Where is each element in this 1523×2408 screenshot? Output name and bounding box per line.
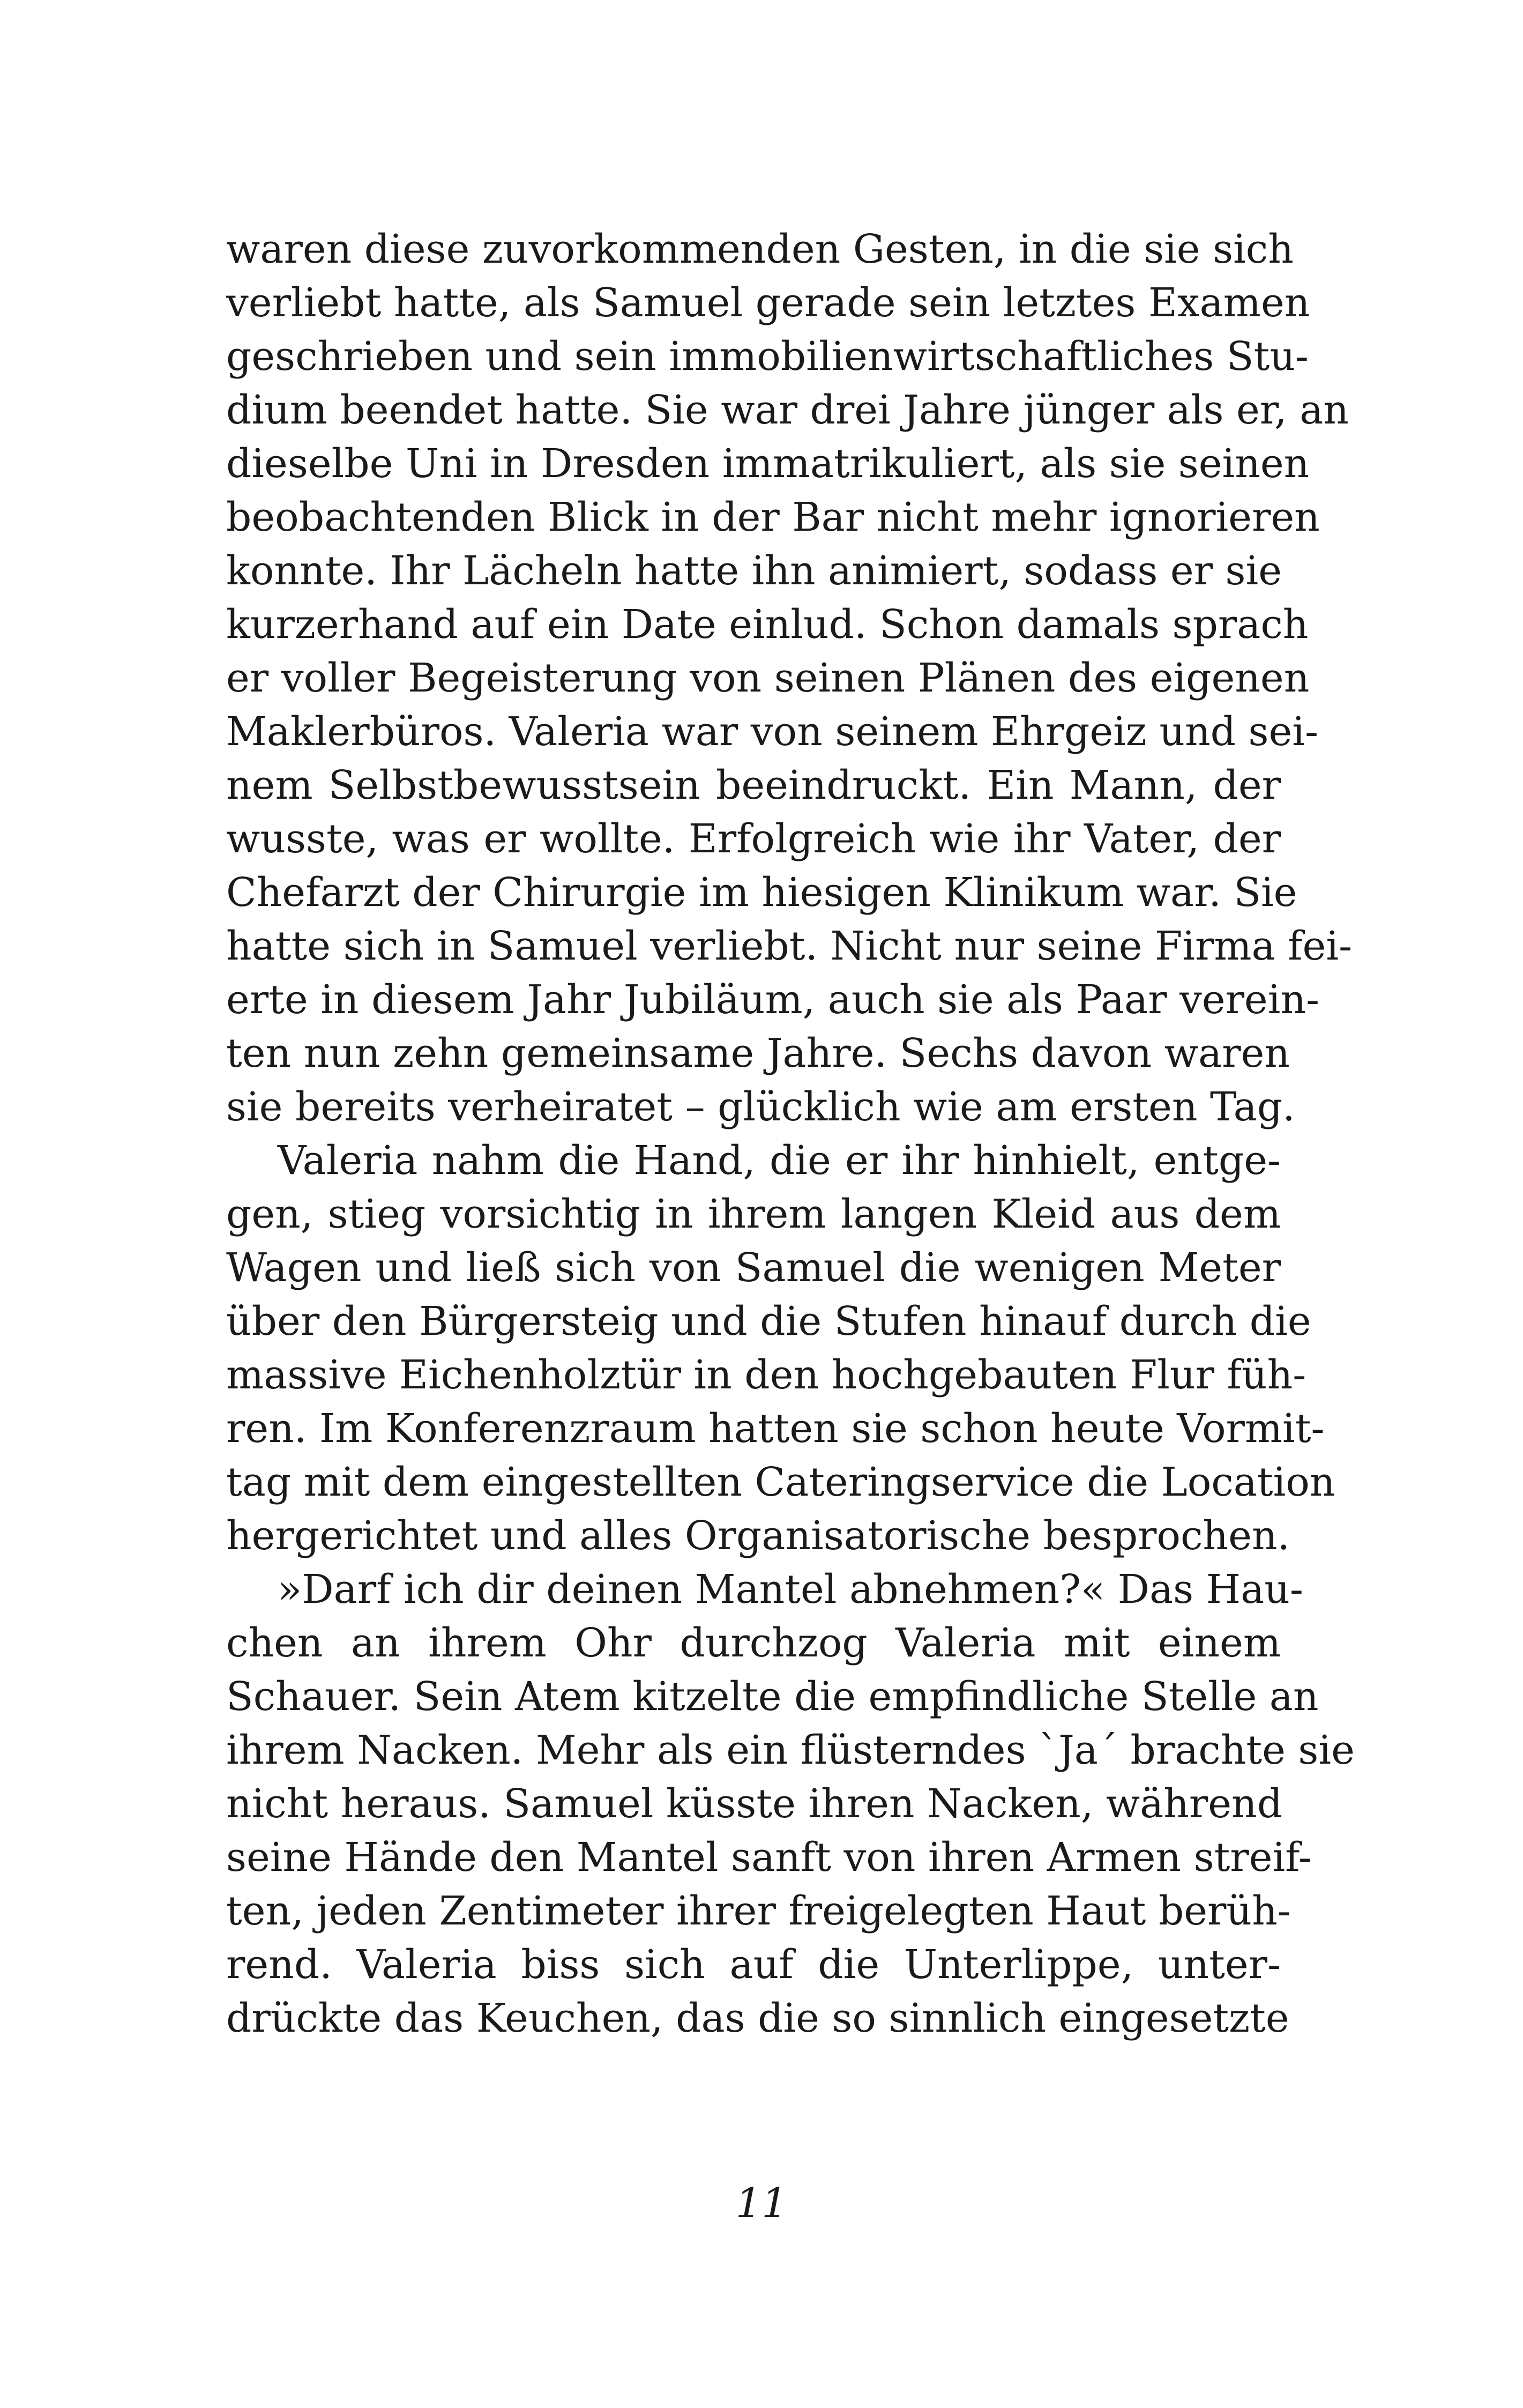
text-line: Chefarzt der Chirurgie im hiesigen Klinikum war. Sie: [226, 869, 1297, 916]
text-line: ren. Im Konferenzraum hatten sie schon heute Vormit-: [226, 1406, 1325, 1452]
page-number: 11: [735, 2179, 788, 2227]
text-line: kurzerhand auf ein Date einlud. Schon damals sprach: [226, 601, 1309, 648]
text-line: sie bereits verheiratet – glücklich wie am ersten Tag.: [226, 1084, 1295, 1130]
text-line: hatte sich in Samuel verliebt. Nicht nur seine Firma fei-: [226, 923, 1353, 969]
text-line: geschrieben und sein immobilienwirtschaftliches Stu-: [226, 333, 1309, 380]
text-line: Valeria nahm die Hand, die er ihr hinhielt, entge-: [278, 1138, 1281, 1184]
text-line: nem Selbstbewusstsein beeindruckt. Ein Mann, der: [226, 762, 1281, 808]
text-line: seine Hände den Mantel sanft von ihren Armen streif-: [226, 1834, 1312, 1881]
text-line: Maklerbüros. Valeria war von seinem Ehrgeiz und sei-: [226, 709, 1318, 755]
text-line: wusste, was er wollte. Erfolgreich wie ihr Vater, der: [226, 816, 1281, 862]
text-line: verliebt hatte, als Samuel gerade sein letztes Examen: [226, 280, 1310, 326]
text-line: chen an ihrem Ohr durchzog Valeria mit einem: [226, 1620, 1281, 1666]
text-line: dieselbe Uni in Dresden immatrikuliert, als sie seinen: [226, 441, 1310, 487]
text-line: er voller Begeisterung von seinen Plänen des eigenen: [226, 655, 1310, 701]
text-line: tag mit dem eingestellten Cateringservice die Location: [226, 1459, 1335, 1505]
text-line: dium beendet hatte. Sie war drei Jahre jünger als er, an: [226, 387, 1349, 433]
text-line: hergerichtet und alles Organisatorische besprochen.: [226, 1513, 1290, 1559]
text-line: Schauer. Sein Atem kitzelte die empfindliche Stelle an: [226, 1674, 1319, 1720]
paragraph: [226, 1134, 1335, 1563]
text-line: »Darf ich dir deinen Mantel abnehmen?« Das Hau-: [278, 1566, 1303, 1612]
text-line: rend. Valeria biss sich auf die Unterlippe, unter-: [226, 1942, 1281, 1988]
text-line: massive Eichenholztür in den hochgebauten Flur füh-: [226, 1352, 1307, 1398]
text-line: ihrem Nacken. Mehr als ein flüsterndes `Ja´ brachte sie: [226, 1727, 1355, 1773]
text-line: Wagen und ließ sich von Samuel die wenigen Meter: [226, 1245, 1281, 1291]
text-line: ten, jeden Zentimeter ihrer freigelegten Haut berüh-: [226, 1888, 1291, 1934]
paragraph: [226, 1563, 1355, 2045]
body-text: [226, 222, 1355, 2045]
text-line: über den Bürgersteig und die Stufen hinauf durch die: [226, 1298, 1311, 1344]
text-line: ten nun zehn gemeinsame Jahre. Sechs davon waren: [226, 1030, 1290, 1076]
text-line: drückte das Keuchen, das die so sinnlich eingesetzte: [226, 1995, 1289, 2041]
text-line: waren diese zuvorkommenden Gesten, in die sie sich: [226, 226, 1294, 272]
text-line: konnte. Ihr Lächeln hatte ihn animiert, sodass er sie: [226, 548, 1282, 594]
text-line: gen, stieg vorsichtig in ihrem langen Kleid aus dem: [226, 1191, 1281, 1237]
paragraph: [226, 222, 1353, 1134]
text-line: erte in diesem Jahr Jubiläum, auch sie als Paar verein-: [226, 977, 1320, 1023]
text-line: nicht heraus. Samuel küsste ihren Nacken, während: [226, 1781, 1283, 1827]
text-line: beobachtenden Blick in der Bar nicht mehr ignorieren: [226, 494, 1320, 540]
